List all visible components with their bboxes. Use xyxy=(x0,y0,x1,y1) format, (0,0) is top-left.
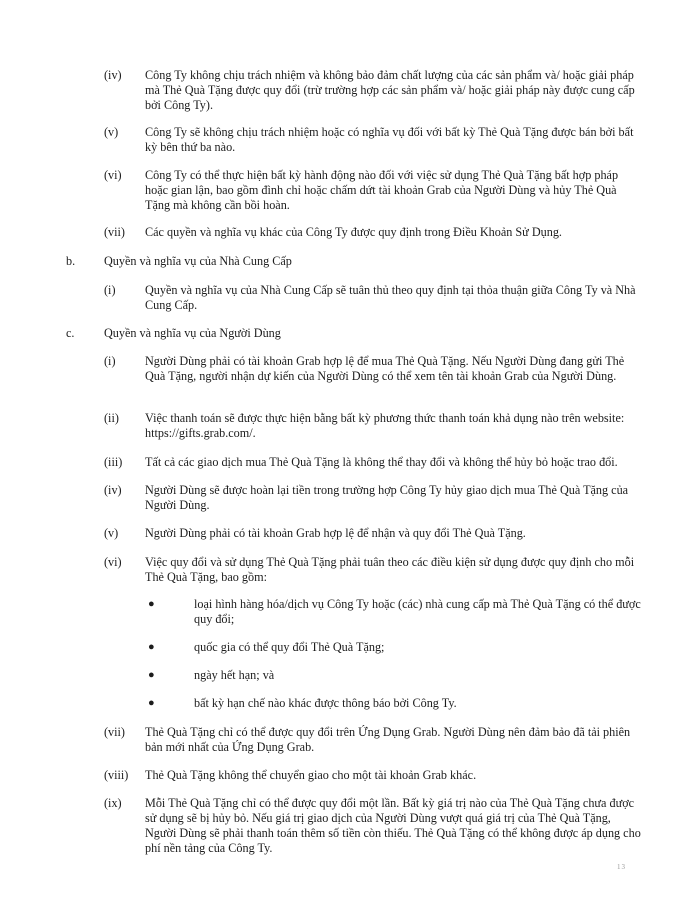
bullet-text: bất kỳ hạn chế nào khác được thông báo bởi Công Ty. xyxy=(194,696,457,710)
item-number: (ix) xyxy=(104,796,122,810)
bullet-icon: ● xyxy=(148,669,155,681)
item-text: Tất cả các giao dịch mua Thẻ Quà Tặng là không thể thay đổi và không thể hủy bỏ hoặc trao đổi. xyxy=(145,455,618,469)
section-letter: b. xyxy=(66,254,76,268)
page-number: 13 xyxy=(617,863,626,871)
item-text: Thẻ Quà Tặng không thể chuyển giao cho một tài khoản Grab khác. xyxy=(145,768,477,782)
item-text: Công Ty không chịu trách nhiệm và không bảo đảm chất lượng của các sản phẩm và/ hoặc giải pháp mà Thẻ Quà Tặng được quy đổi (trừ trường hợp các sản phẩm và/ hoặc giải pháp này được cung cấp bởi Công Ty). xyxy=(145,68,635,112)
section-title: Quyền và nghĩa vụ của Người Dùng xyxy=(104,326,281,340)
section-title: Quyền và nghĩa vụ của Nhà Cung Cấp xyxy=(104,254,292,268)
item-text: Mỗi Thẻ Quà Tặng chỉ có thể được quy đổi một lần. Bất kỳ giá trị nào của Thẻ Quà Tặng chưa được sử dụng sẽ bị hủy bỏ. Nếu giá trị giao dịch của Người Dùng vượt quá giá trị của Thẻ Quà Tặng, Người Dùng sẽ phải thanh toán thêm số tiền còn thiếu. Thẻ Quà Tặng có thể không được áp dụng cho phí nền tảng của Công Ty. xyxy=(145,796,641,855)
item-text: Quyền và nghĩa vụ của Nhà Cung Cấp sẽ tuân thủ theo quy định tại thỏa thuận giữa Công Ty và Nhà Cung Cấp. xyxy=(145,283,636,312)
item-text: Công Ty sẽ không chịu trách nhiệm hoặc có nghĩa vụ đối với bất kỳ Thẻ Quà Tặng được bán bởi bất kỳ bên thứ ba nào. xyxy=(145,125,634,154)
item-number: (v) xyxy=(104,125,119,139)
bullet-text: quốc gia có thể quy đổi Thẻ Quà Tặng; xyxy=(194,640,385,654)
bullet-icon: ● xyxy=(148,641,155,653)
bullet-icon: ● xyxy=(148,598,155,610)
item-number: (vii) xyxy=(104,725,125,739)
item-number: (iv) xyxy=(104,68,122,82)
bullet-icon: ● xyxy=(148,697,155,709)
item-text: Thẻ Quà Tặng chỉ có thể được quy đổi trên Ứng Dụng Grab. Người Dùng nên đảm bảo đã tải phiên bản mới nhất của Ứng Dụng Grab. xyxy=(145,725,631,754)
item-number: (i) xyxy=(104,354,116,368)
item-number: (iv) xyxy=(104,483,122,497)
item-number: (ii) xyxy=(104,411,119,425)
item-number: (vii) xyxy=(104,225,125,239)
item-text: Công Ty có thể thực hiện bất kỳ hành động nào đối với việc sử dụng Thẻ Quà Tặng bất hợp pháp hoặc gian lận, bao gồm đình chỉ hoặc chấm dứt tài khoản Grab của Người Dùng và hủy Thẻ Quà Tặng mà không cần bồi hoàn. xyxy=(145,168,619,212)
item-text: Người Dùng sẽ được hoàn lại tiền trong trường hợp Công Ty hủy giao dịch mua Thẻ Quà Tặng của Người Dùng. xyxy=(145,483,629,512)
item-text: Người Dùng phải có tài khoản Grab hợp lệ để nhận và quy đổi Thẻ Quà Tặng. xyxy=(145,526,526,540)
item-text: Người Dùng phải có tài khoản Grab hợp lệ để mua Thẻ Quà Tặng. Nếu Người Dùng đang gửi Thẻ Quà Tặng, người nhận dự kiến của Người Dùng có thể xem tên tài khoản Grab của Người Dùng. xyxy=(145,354,625,383)
item-number: (vi) xyxy=(104,168,122,182)
item-text: Việc quy đổi và sử dụng Thẻ Quà Tặng phải tuân theo các điều kiện sử dụng được quy định cho mỗi Thẻ Quà Tặng, bao gồm: xyxy=(145,555,635,584)
item-number: (viii) xyxy=(104,768,129,782)
bullet-text: loại hình hàng hóa/dịch vụ Công Ty hoặc (các) nhà cung cấp mà Thẻ Quà Tặng có thể được quy đổi; xyxy=(194,597,641,626)
item-number: (iii) xyxy=(104,455,123,469)
item-text: Các quyền và nghĩa vụ khác của Công Ty được quy định trong Điều Khoản Sử Dụng. xyxy=(145,225,562,239)
bullet-text: ngày hết hạn; và xyxy=(194,668,275,682)
item-number: (i) xyxy=(104,283,116,297)
item-number: (vi) xyxy=(104,555,122,569)
item-number: (v) xyxy=(104,526,119,540)
item-text: Việc thanh toán sẽ được thực hiện bằng bất kỳ phương thức thanh toán khả dụng nào trên website: https://gifts.grab.com/. xyxy=(145,411,625,440)
section-letter: c. xyxy=(66,326,75,340)
